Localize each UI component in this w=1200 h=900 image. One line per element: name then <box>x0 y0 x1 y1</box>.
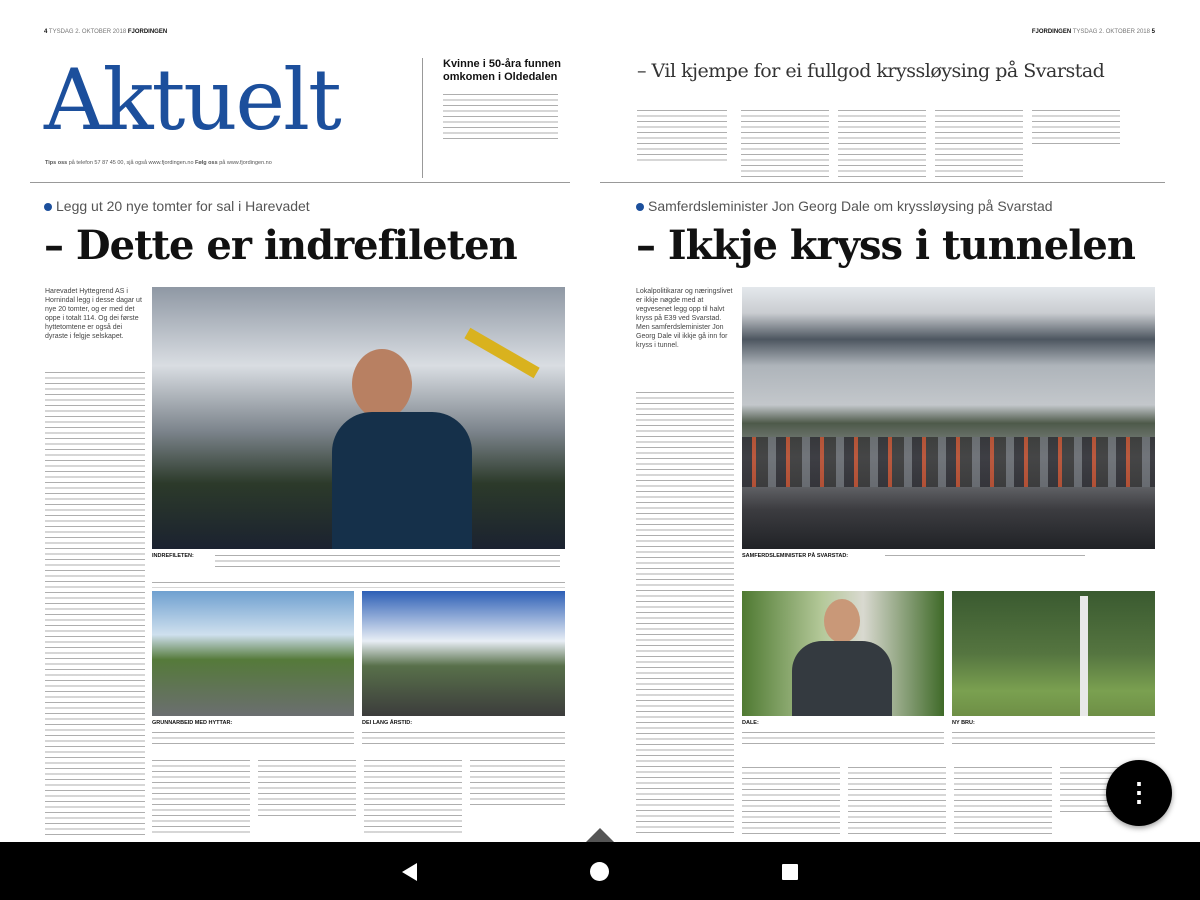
article-body-column <box>848 765 946 835</box>
top-story-body-column <box>838 108 926 178</box>
small-photo-2-caption: NY BRU: <box>952 720 975 726</box>
article-body-column <box>954 765 1052 835</box>
article-body-column <box>258 758 356 818</box>
small-photo-1-caption: GRUNNARBEID MED HYTTAR: <box>152 720 233 726</box>
excavator-arm <box>464 328 539 378</box>
left-newspaper-page[interactable] <box>30 20 570 842</box>
recents-icon[interactable] <box>782 864 798 880</box>
page-folio: 4 TYSDAG 2. OKTOBER 2018 FJORDINGEN <box>44 29 168 35</box>
small-photo-1[interactable] <box>742 591 944 716</box>
small-photo-2[interactable] <box>362 591 565 716</box>
more-options-button[interactable] <box>1106 760 1172 826</box>
article-kicker: Samferdsleminister Jon Georg Dale om kryssløysing på Svarstad <box>636 198 1053 214</box>
person-jacket <box>792 641 892 716</box>
home-icon[interactable] <box>590 862 609 881</box>
section-title: Aktuelt <box>44 51 340 149</box>
article-headline[interactable]: – Dette er indrefileten <box>44 222 517 269</box>
small-photo-2-caption: DEI LANG ÅRSTID: <box>362 720 413 726</box>
main-photo-caption: INDREFILETEN: <box>152 553 194 559</box>
article-kicker: Legg ut 20 nye tomter for sal i Harevadet <box>44 198 310 214</box>
crowd <box>742 437 1155 487</box>
article-body-column <box>742 765 840 835</box>
article-lead: Lokalpolitikarar og næringslivet er ikkje nøgde med at vegvesenet legg opp til halvt kryss på E39 ved Svarstad. Men samferdsleminister Jon Georg Dale vil ikkje gå inn for kryss i tunnel. <box>636 288 733 349</box>
caption-text <box>885 553 1085 559</box>
article-body-column <box>364 758 462 834</box>
top-story-body-column <box>1032 108 1120 148</box>
main-photo-caption: SAMFERDSLEMINISTER PÅ SVARSTAD: <box>742 553 849 559</box>
person-jacket <box>332 412 472 549</box>
person-head <box>824 599 860 643</box>
article-headline[interactable]: – Ikkje kryss i tunnelen <box>636 222 1135 269</box>
page-folio: FJORDINGEN TYSDAG 2. OKTOBER 2018 5 <box>1031 29 1155 35</box>
tip-line: Tips oss på telefon 57 87 45 00, sjå også www.fjordingen.no Følg oss på www.fjordingen.no <box>45 160 272 166</box>
caption-text <box>952 730 1155 744</box>
main-photo[interactable] <box>742 287 1155 549</box>
body-lines <box>152 580 565 588</box>
caption-text <box>152 730 354 744</box>
caption-text <box>742 730 944 744</box>
top-story-headline[interactable]: – Vil kjempe for ei fullgod kryssløysing på Svarstad <box>637 60 1105 82</box>
caption-text <box>362 730 565 744</box>
article-body-column <box>470 758 565 808</box>
right-newspaper-page[interactable] <box>600 20 1165 842</box>
article-body-column <box>152 758 250 834</box>
article-lead: Harevadet Hyttegrend AS i Hornindal legg i desse dagar ut nye 20 tomter, og er med det oppe i totalt 114. Og dei første hyttetomtene er også dei dyraste i felgje selskapet. <box>45 288 142 340</box>
small-photo-2[interactable] <box>952 591 1155 716</box>
divider <box>30 182 570 183</box>
brief-title[interactable]: Kvinne i 50-åra funnen omkomen i Oldedalen <box>443 58 561 83</box>
article-body-column <box>45 370 145 835</box>
brief-body <box>443 92 558 142</box>
caption-text <box>215 553 560 571</box>
divider <box>422 58 423 178</box>
top-story-body-column <box>935 108 1023 178</box>
article-body-column <box>636 390 734 835</box>
android-navigation-bar <box>0 842 1200 900</box>
bridge-pylon <box>1080 596 1088 716</box>
person-head <box>352 349 412 419</box>
divider <box>600 182 1165 183</box>
more-vert-icon: ⋮ <box>1126 777 1152 807</box>
back-icon[interactable] <box>402 863 417 881</box>
small-photo-1[interactable] <box>152 591 354 716</box>
main-photo[interactable] <box>152 287 565 549</box>
page-handle-arrow[interactable] <box>586 828 614 842</box>
top-story-lead-lines <box>637 108 727 163</box>
small-photo-1-caption: DALE: <box>742 720 759 726</box>
top-story-body-column <box>741 108 829 178</box>
